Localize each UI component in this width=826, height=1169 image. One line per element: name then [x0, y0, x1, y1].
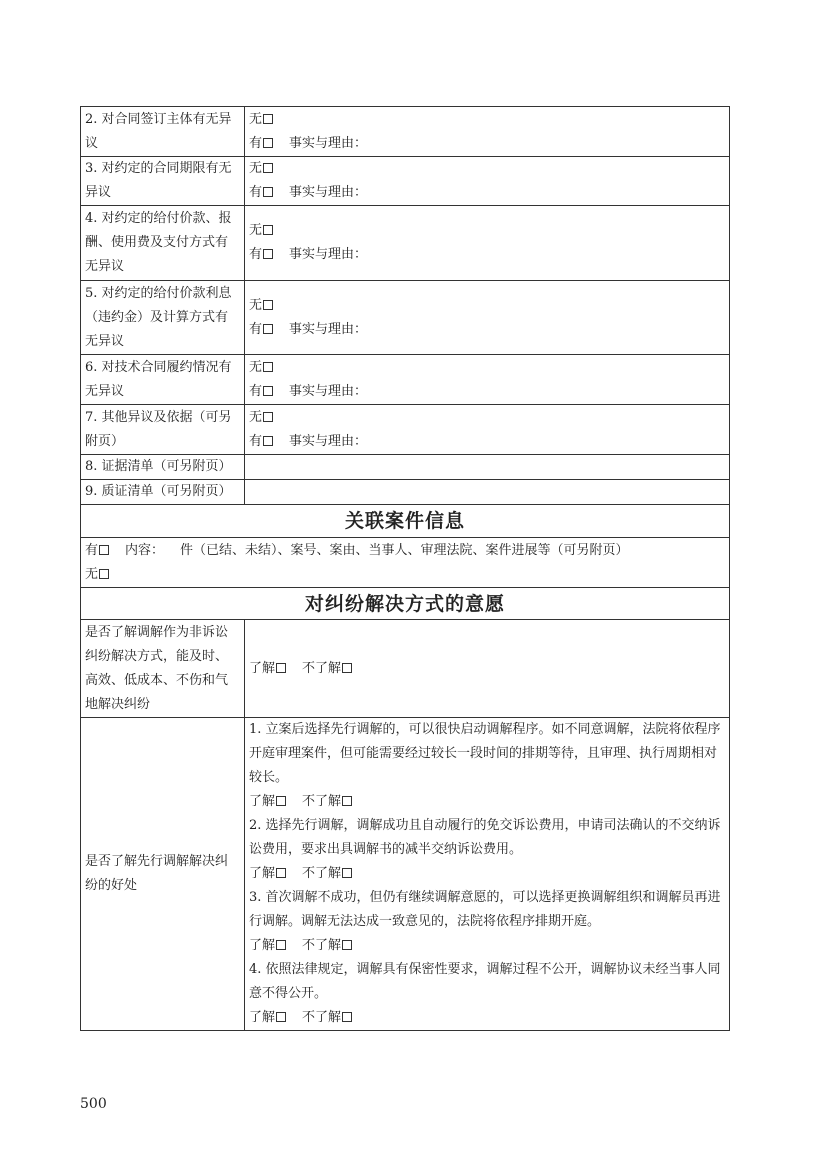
option-yes-label: 有 — [249, 383, 263, 399]
table-row — [81, 538, 730, 588]
checkbox-yes[interactable] — [263, 138, 273, 148]
row-options — [245, 355, 730, 405]
dispute-resolution-title: 对纠纷解决方式的意愿 — [81, 588, 730, 620]
checkbox-yes[interactable] — [263, 324, 273, 334]
option-none-label: 无 — [249, 409, 263, 425]
row-options — [245, 405, 730, 455]
understand-checkbox[interactable] — [276, 940, 286, 950]
table-row — [81, 355, 730, 405]
row-label: 2. 对合同签订主体有无异议 — [81, 107, 245, 157]
understand-label: 了解 — [249, 938, 276, 953]
not-understand-checkbox[interactable] — [342, 868, 352, 878]
related-cases-title: 关联案件信息 — [81, 505, 730, 538]
table-row — [81, 107, 730, 157]
section-header-row — [81, 588, 730, 620]
table-row — [81, 620, 730, 718]
checkbox-none[interactable] — [263, 114, 273, 124]
not-understand-label: 不了解 — [302, 866, 342, 881]
not-understand-checkbox[interactable] — [342, 940, 352, 950]
checkbox-yes[interactable] — [263, 187, 273, 197]
option-none-label: 无 — [249, 359, 263, 375]
not-understand-label: 不了解 — [302, 660, 342, 676]
checkbox-yes[interactable] — [263, 386, 273, 396]
row-label: 3. 对约定的合同期限有无异议 — [81, 157, 245, 206]
related-content-text: 件（已结、未结）、案号、案由、当事人、审理法院、案件进展等（可另附页） — [180, 542, 629, 558]
row-options — [245, 206, 730, 281]
section-header-row — [81, 505, 730, 538]
table-row — [81, 157, 730, 206]
related-content-label: 内容： — [125, 542, 165, 558]
benefit-item: 1. 立案后选择先行调解的，可以很快启动调解程序。如不同意调解，法院将依程序开庭审理案件，但可能需要经过较长一段时间的排期等待，且审理、执行周期相对较长。 — [249, 722, 721, 785]
checkbox-none[interactable] — [263, 300, 273, 310]
not-understand-label: 不了解 — [302, 794, 342, 809]
evidence-list-field[interactable] — [245, 455, 730, 480]
option-yes-label: 有 — [249, 135, 263, 151]
option-none-label: 无 — [249, 297, 263, 313]
related-none-checkbox[interactable] — [99, 569, 109, 579]
understand-label: 了解 — [249, 1010, 276, 1025]
related-cases-options — [81, 538, 730, 588]
row-options — [245, 157, 730, 206]
understand-checkbox[interactable] — [276, 868, 286, 878]
benefit-item: 4. 依照法律规定，调解具有保密性要求，调解过程不公开，调解协议未经当事人同意不得公开。 — [249, 962, 721, 1001]
table-row — [81, 455, 730, 480]
understand-checkbox[interactable] — [276, 1012, 286, 1022]
not-understand-label: 不了解 — [302, 1010, 342, 1025]
understand-checkbox[interactable] — [276, 796, 286, 806]
option-yes-label: 有 — [249, 321, 263, 337]
related-yes-label: 有 — [85, 542, 99, 558]
mediation-benefits-content — [245, 718, 730, 1031]
option-none-label: 无 — [249, 111, 263, 127]
reason-label: 事实与理由： — [289, 135, 368, 151]
evidence-list-label: 8. 证据清单（可另附页） — [81, 455, 245, 480]
benefit-item: 3. 首次调解不成功，但仍有继续调解意愿的，可以选择更换调解组织和调解员再进行调解。调解无法达成一致意见的，法院将依程序排期开庭。 — [249, 890, 721, 929]
checkbox-none[interactable] — [263, 362, 273, 372]
checkbox-none[interactable] — [263, 225, 273, 235]
row-label: 7. 其他异议及依据（可另附页） — [81, 405, 245, 455]
option-none-label: 无 — [249, 161, 263, 176]
not-understand-checkbox[interactable] — [342, 1012, 352, 1022]
not-understand-label: 不了解 — [302, 938, 342, 953]
option-none-label: 无 — [249, 223, 263, 238]
cross-exam-list-label: 9. 质证清单（可另附页） — [81, 480, 245, 505]
row-options — [245, 107, 730, 157]
reason-label: 事实与理由： — [289, 185, 368, 200]
table-row — [81, 718, 730, 1031]
not-understand-checkbox[interactable] — [342, 796, 352, 806]
row-label: 5. 对约定的给付价款利息（违约金）及计算方式有无异议 — [81, 281, 245, 355]
reason-label: 事实与理由： — [289, 433, 368, 449]
reason-label: 事实与理由： — [289, 247, 368, 262]
row-label: 6. 对技术合同履约情况有无异议 — [81, 355, 245, 405]
related-yes-checkbox[interactable] — [99, 545, 109, 555]
understand-label: 了解 — [249, 660, 276, 676]
checkbox-none[interactable] — [263, 163, 273, 173]
page-number: 500 — [80, 1096, 107, 1112]
mediation-awareness-options — [245, 620, 730, 718]
understand-checkbox[interactable] — [276, 663, 286, 673]
cross-exam-list-field[interactable] — [245, 480, 730, 505]
table-row — [81, 405, 730, 455]
checkbox-yes[interactable] — [263, 249, 273, 259]
reason-label: 事实与理由： — [289, 383, 368, 399]
not-understand-checkbox[interactable] — [342, 663, 352, 673]
checkbox-none[interactable] — [263, 412, 273, 422]
reason-label: 事实与理由： — [289, 321, 368, 337]
option-yes-label: 有 — [249, 247, 263, 262]
row-options — [245, 281, 730, 355]
form-table — [80, 106, 730, 1031]
understand-label: 了解 — [249, 794, 276, 809]
table-row — [81, 206, 730, 281]
row-label: 4. 对约定的给付价款、报酬、使用费及支付方式有无异议 — [81, 206, 245, 281]
table-row — [81, 480, 730, 505]
understand-label: 了解 — [249, 866, 276, 881]
option-yes-label: 有 — [249, 185, 263, 200]
mediation-benefits-question: 是否了解先行调解解决纠纷的好处 — [81, 718, 245, 1031]
related-none-label: 无 — [85, 566, 99, 582]
table-row — [81, 281, 730, 355]
mediation-awareness-question: 是否了解调解作为非诉讼纠纷解决方式，能及时、高效、低成本、不伤和气地解决纠纷 — [81, 620, 245, 718]
benefit-item: 2. 选择先行调解，调解成功且自动履行的免交诉讼费用，申请司法确认的不交纳诉讼费用，要求出具调解书的减半交纳诉讼费用。 — [249, 818, 721, 857]
option-yes-label: 有 — [249, 433, 263, 449]
checkbox-yes[interactable] — [263, 436, 273, 446]
